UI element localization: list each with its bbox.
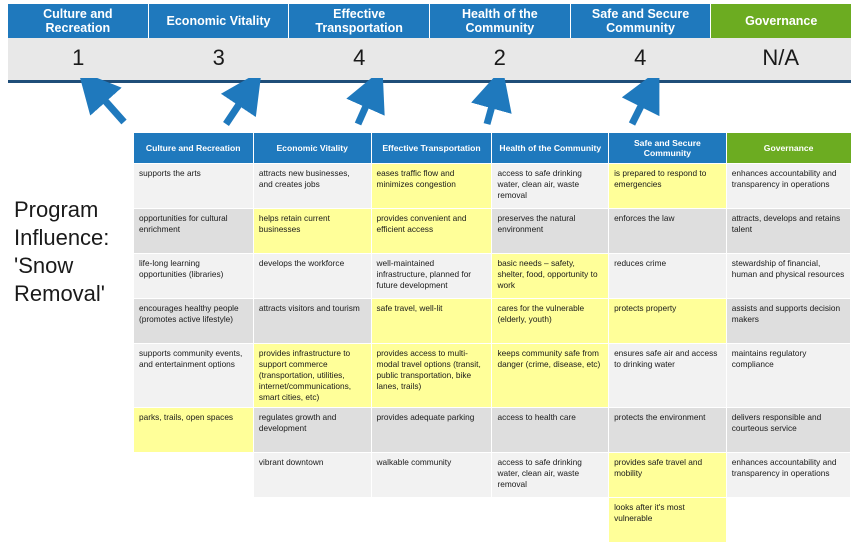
scorecard-header-row (8, 4, 851, 38)
matrix-cell: provides safe travel and mobility (609, 452, 727, 497)
arrow-icon-culture-and-recreation (92, 86, 124, 122)
matrix-cell-empty (726, 497, 850, 542)
matrix-cell: keeps community safe from danger (crime, disease, etc) (492, 344, 609, 408)
matrix-header-culture-and-recreation: Culture and Recreation (134, 133, 254, 164)
matrix-cell: well-maintained infrastructure, planned for future development (371, 254, 492, 299)
score-governance: N/A (762, 45, 800, 70)
matrix-cell-empty (253, 497, 371, 542)
matrix-cell: is prepared to respond to emergencies (609, 164, 727, 209)
matrix-header-health-of-the-community: Health of the Community (492, 133, 609, 164)
header-label: Effective Transportation (315, 6, 403, 35)
arrow-icon-economic-vitality (226, 88, 250, 124)
table-row (134, 407, 851, 452)
matrix-cell: delivers responsible and courteous service (726, 407, 850, 452)
table-row (134, 164, 851, 209)
matrix-cell: develops the workforce (253, 254, 371, 299)
matrix-cell: attracts new businesses, and creates jobs (253, 164, 371, 209)
matrix-cell: supports the arts (134, 164, 254, 209)
matrix-cell: enforces the law (609, 209, 727, 254)
matrix-cell-empty (492, 497, 609, 542)
matrix-cell: access to safe drinking water, clean air, waste removal (492, 452, 609, 497)
matrix-cell: preserves the natural environment (492, 209, 609, 254)
program-influence-caption: Program Influence: 'Snow Removal' (14, 197, 110, 307)
matrix-cell: opportunities for cultural enrichment (134, 209, 254, 254)
table-row (134, 209, 851, 254)
matrix-cell: reduces crime (609, 254, 727, 299)
header-label: Economic Vitality (166, 13, 271, 28)
score-effective-transportation: 4 (353, 45, 366, 70)
arrow-group (0, 78, 859, 134)
matrix-cell-empty (134, 452, 254, 497)
matrix-cell: protects the environment (609, 407, 727, 452)
scorecard-header (8, 4, 851, 83)
matrix-cell: regulates growth and development (253, 407, 371, 452)
matrix-cell: provides adequate parking (371, 407, 492, 452)
matrix-cell: safe travel, well-lit (371, 299, 492, 344)
matrix-cell: vibrant downtown (253, 452, 371, 497)
score-economic-vitality: 3 (212, 45, 225, 70)
matrix-cell: basic needs – safety, shelter, food, opportunity to work (492, 254, 609, 299)
matrix-cell: enhances accountability and transparency in operations (726, 452, 850, 497)
matrix-header-row (134, 133, 851, 164)
header-label: Health of the Community (462, 6, 538, 35)
matrix-cell: provides infrastructure to support commerce (transportation, utilities, internet/communications, smart cities, etc) (253, 344, 371, 408)
matrix-cell: cares for the vulnerable (elderly, youth) (492, 299, 609, 344)
matrix-header-economic-vitality: Economic Vitality (253, 133, 371, 164)
table-row (134, 299, 851, 344)
matrix-cell: helps retain current businesses (253, 209, 371, 254)
matrix-cell: enhances accountability and transparency in operations (726, 164, 850, 209)
matrix-cell: attracts visitors and tourism (253, 299, 371, 344)
matrix-cell: encourages healthy people (promotes active lifestyle) (134, 299, 254, 344)
arrow-icon-safe-and-secure-community (632, 88, 650, 124)
header-cell-effective-transportation (289, 4, 430, 38)
matrix-cell: access to health care (492, 407, 609, 452)
table-row (134, 452, 851, 497)
matrix-cell: provides convenient and efficient access (371, 209, 492, 254)
matrix-cell: attracts, develops and retains talent (726, 209, 850, 254)
matrix-cell: looks after it's most vulnerable (609, 497, 727, 542)
matrix-cell: life-long learning opportunities (libraries) (134, 254, 254, 299)
matrix-cell: provides access to multi-modal travel options (transit, public transportation, bike lanes, trails) (371, 344, 492, 408)
header-cell-health-of-the-community (430, 4, 571, 38)
header-label: Safe and Secure Community (591, 6, 690, 35)
matrix-cell: protects property (609, 299, 727, 344)
matrix-cell: ensures safe air and access to drinking water (609, 344, 727, 408)
matrix-cell: supports community events, and entertainment options (134, 344, 254, 408)
header-cell-safe-and-secure-community (571, 4, 712, 38)
matrix-header-governance: Governance (726, 133, 850, 164)
table-row (134, 497, 851, 542)
matrix-cell-empty (371, 497, 492, 542)
table-row (134, 254, 851, 299)
matrix-cell: eases traffic flow and minimizes congestion (371, 164, 492, 209)
arrow-icon-health-of-the-community (487, 88, 497, 124)
arrow-icon-effective-transportation (358, 88, 374, 124)
matrix-cell: maintains regulatory compliance (726, 344, 850, 408)
score-safe-and-secure-community: 4 (634, 45, 647, 70)
header-cell-governance (711, 4, 851, 38)
matrix-cell-empty (134, 497, 254, 542)
matrix-cell: parks, trails, open spaces (134, 407, 254, 452)
score-row (8, 38, 851, 83)
header-cell-culture-and-recreation (8, 4, 149, 38)
matrix-cell: access to safe drinking water, clean air, waste removal (492, 164, 609, 209)
header-label: Governance (745, 13, 818, 28)
matrix-header-effective-transportation: Effective Transportation (371, 133, 492, 164)
matrix-header-safe-and-secure-community: Safe and Secure Community (609, 133, 727, 164)
score-health-of-the-community: 2 (493, 45, 506, 70)
header-label: Culture and Recreation (43, 6, 113, 35)
score-culture-and-recreation: 1 (72, 45, 85, 70)
matrix-cell: stewardship of financial, human and physical resources (726, 254, 850, 299)
header-cell-economic-vitality (149, 4, 290, 38)
table-row (134, 344, 851, 408)
matrix-cell: assists and supports decision makers (726, 299, 850, 344)
influence-matrix (133, 133, 851, 543)
matrix-cell: walkable community (371, 452, 492, 497)
